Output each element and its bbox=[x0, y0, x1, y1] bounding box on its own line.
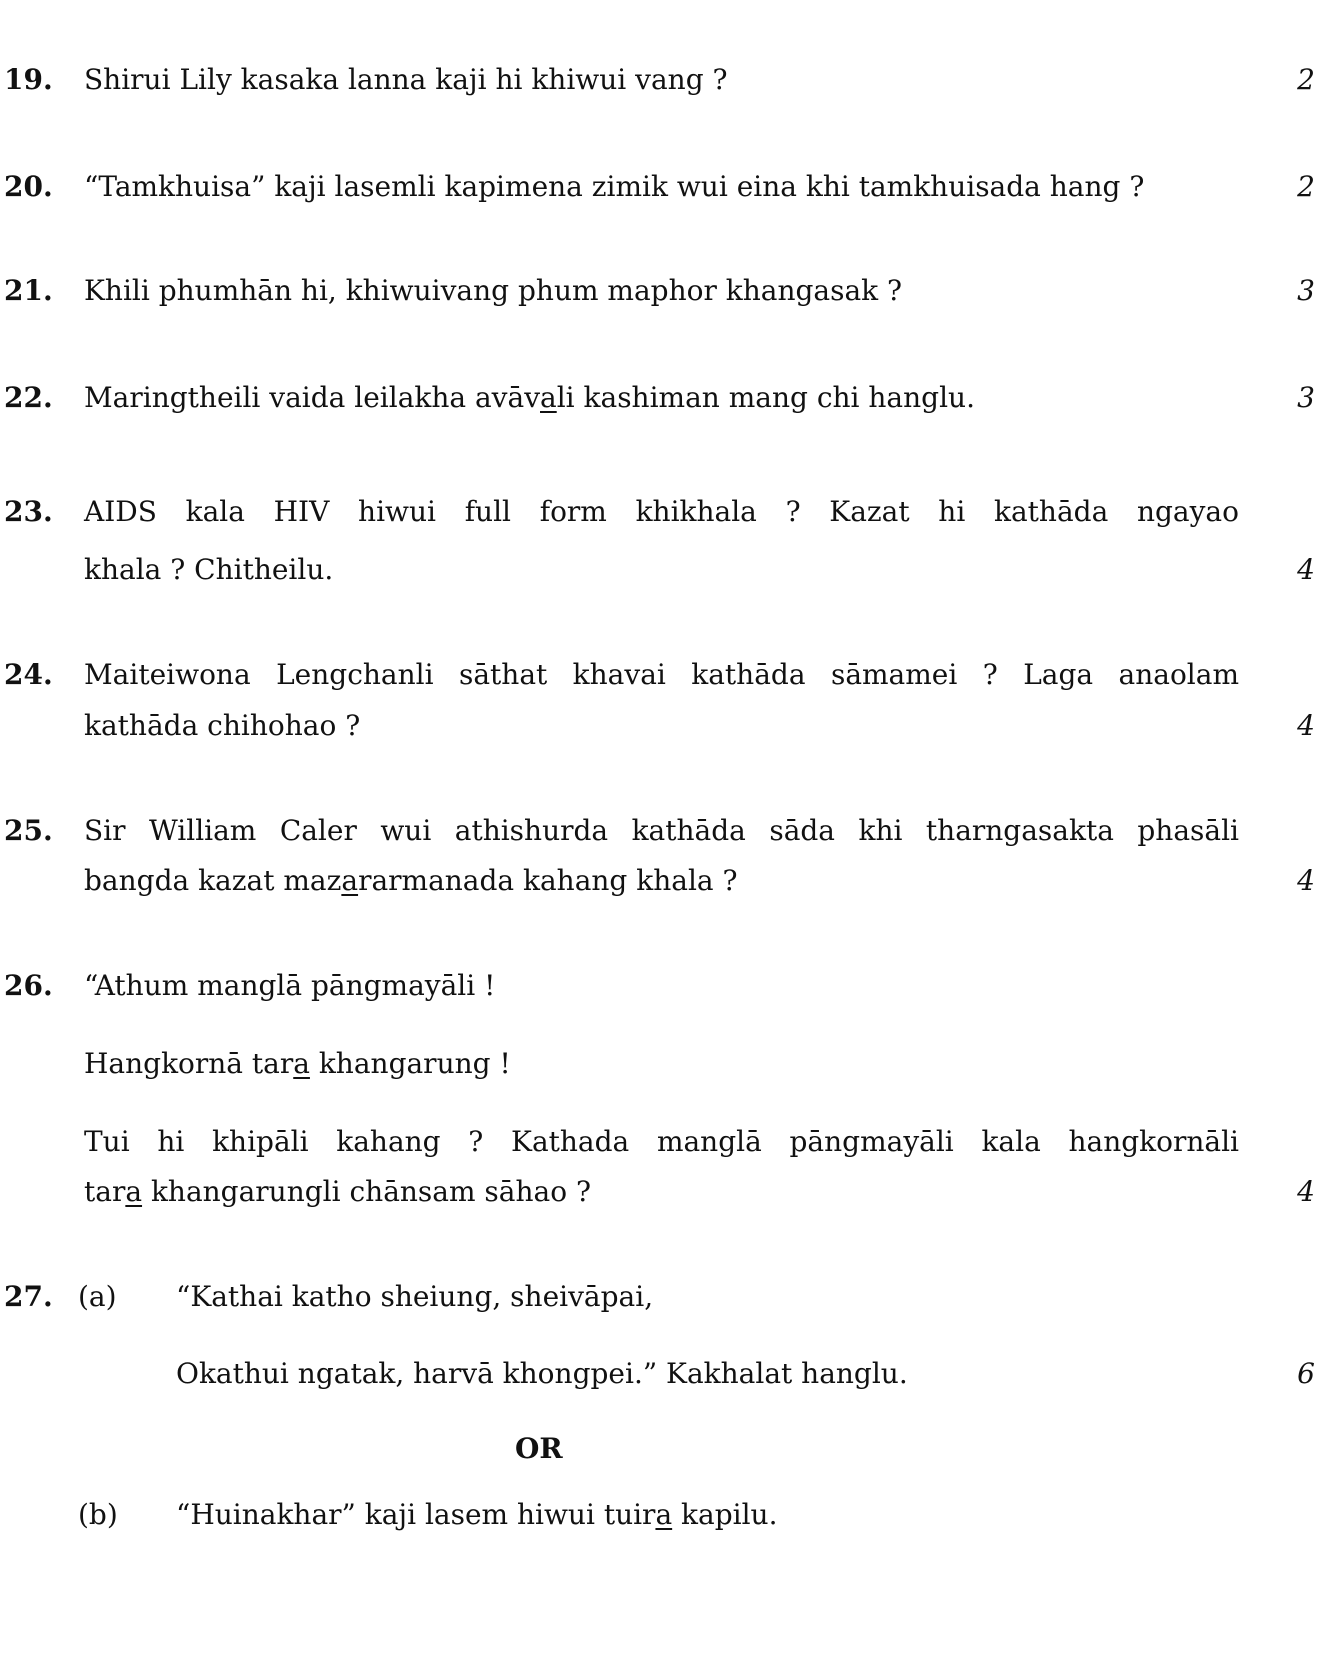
underlined-letter: a bbox=[655, 1498, 673, 1531]
question-marks: 4 bbox=[1297, 864, 1315, 897]
question-number: 20. bbox=[4, 170, 53, 203]
text-segment: li kashiman mang chi hanglu. bbox=[556, 381, 975, 414]
question-text: Khili phumhān hi, khiwuivang phum maphor khangasak ? bbox=[84, 274, 903, 307]
option-label: (a) bbox=[78, 1280, 117, 1313]
question-number: 26. bbox=[4, 969, 53, 1002]
underlined-letter: a bbox=[293, 1047, 310, 1080]
question-text-line: kathāda chihohao ? bbox=[84, 709, 361, 742]
text-segment: khangarungli chānsam sāhao ? bbox=[142, 1175, 591, 1208]
question-marks: 3 bbox=[1297, 381, 1315, 414]
question-marks: 6 bbox=[1297, 1357, 1315, 1390]
underlined-letter: a bbox=[341, 864, 359, 897]
question-text-line: “Kathai katho sheiung, sheivāpai, bbox=[176, 1280, 654, 1313]
question-text-line: Maiteiwona Lengchanli sāthat khavai kathāda sāmamei ? Laga anaolam bbox=[84, 658, 1239, 691]
text-segment: “Huinakhar” kaji lasem hiwui tuir bbox=[176, 1498, 656, 1531]
question-text: Shirui Lily kasaka lanna kaji hi khiwui vang ? bbox=[84, 63, 728, 96]
text-segment: khangarung ! bbox=[309, 1047, 511, 1080]
text-segment: Maringtheili vaida leilakha avāv bbox=[84, 381, 541, 414]
or-separator: OR bbox=[515, 1432, 563, 1465]
option-label: (b) bbox=[78, 1498, 118, 1531]
question-text bbox=[176, 1495, 777, 1535]
text-segment: Hangkornā tar bbox=[84, 1047, 294, 1080]
question-marks: 3 bbox=[1297, 274, 1315, 307]
question-text-line bbox=[84, 1172, 591, 1212]
question-number: 27. bbox=[4, 1280, 53, 1313]
question-number: 19. bbox=[4, 63, 53, 96]
question-text: “Tamkhuisa” kaji lasemli kapimena zimik wui eina khi tamkhuisada hang ? bbox=[84, 170, 1145, 203]
question-text-line: Okathui ngatak, harvā khongpei.” Kakhalat hanglu. bbox=[176, 1357, 908, 1390]
question-text-line: “Athum manglā pāngmayāli ! bbox=[84, 969, 496, 1002]
text-segment: kapilu. bbox=[672, 1498, 778, 1531]
underlined-letter: a bbox=[125, 1175, 143, 1208]
question-marks: 4 bbox=[1297, 553, 1315, 586]
text-segment: bangda kazat maz bbox=[84, 864, 342, 897]
question-marks: 2 bbox=[1297, 170, 1315, 203]
question-text-line: khala ? Chitheilu. bbox=[84, 553, 334, 586]
text-segment: rarmanada kahang khala ? bbox=[358, 864, 738, 897]
question-number: 25. bbox=[4, 814, 53, 847]
question-text-line: AIDS kala HIV hiwui full form khikhala ? Kazat hi kathāda ngayao bbox=[84, 495, 1239, 528]
question-number: 22. bbox=[4, 381, 53, 414]
question-number: 24. bbox=[4, 658, 53, 691]
question-marks: 4 bbox=[1297, 709, 1315, 742]
question-text bbox=[84, 378, 975, 418]
question-text-line bbox=[84, 1044, 511, 1084]
question-text-line: Tui hi khipāli kahang ? Kathada manglā pāngmayāli kala hangkornāli bbox=[84, 1125, 1239, 1158]
question-text-line: Sir William Caler wui athishurda kathāda sāda khi tharngasakta phasāli bbox=[84, 814, 1239, 847]
question-text-line bbox=[84, 861, 738, 901]
question-number: 23. bbox=[4, 495, 53, 528]
question-number: 21. bbox=[4, 274, 53, 307]
text-segment: tar bbox=[84, 1175, 126, 1208]
question-marks: 2 bbox=[1297, 63, 1315, 96]
underlined-letter: a bbox=[540, 381, 557, 414]
question-marks: 4 bbox=[1297, 1175, 1315, 1208]
